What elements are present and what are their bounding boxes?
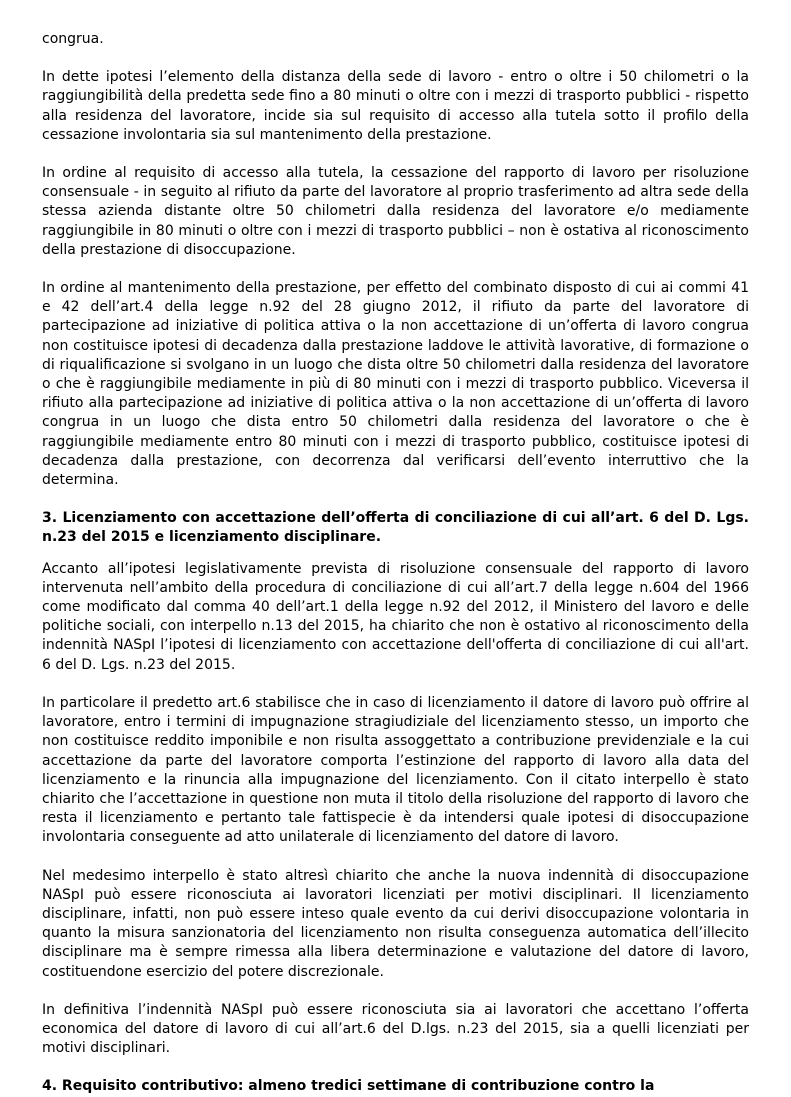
- paragraph-congrua: congrua.: [42, 31, 104, 47]
- paragraph-disciplinare: Nel medesimo interpello è stato altresì chiarito che anche la nuova indennità di disoccupazione NASpI può essere riconosciuta ai lavoratori licenziati per motivi disciplinari. Il licenziamento disciplinare, infatti, non può essere inteso quale evento da cui derivi disoccupazione volontaria in quanto la misura sanzionatoria del licenziamento non risulta conseguenza automatica dell’illecito disciplinare ma è sempre rimessa alla libera determinazione e valutazione del datore di lavoro, costituendone esercizio del potere discrezionale.: [42, 867, 749, 980]
- paragraph-definitiva: In definitiva l’indennità NASpI può essere riconosciuta sia ai lavoratori che accettano l’offerta economica del datore di lavoro di cui all’art.6 del D.lgs. n.23 del 2015, sia a quelli licenziati per motivi disciplinari.: [42, 1001, 749, 1057]
- paragraph-mantenimento: In ordine al mantenimento della prestazione, per effetto del combinato disposto di cui ai commi 41 e 42 dell’art.4 della legge n.92 del 28 giugno 2012, il rifiuto da parte del lavoratore di partecipazione ad iniziative di politica attiva o la non accettazione di un’offerta di lavoro congrua non costituisce ipotesi di decadenza dalla prestazione laddove le attività lavorative, di formazione o di riqualificazione si svolgano in un luogo che dista oltre 50 chilometri dalla residenza del lavoratore o che è raggiungibile mediamente in più di 80 minuti con i mezzi di trasporto pubblico. Viceversa il rifiuto alla partecipazione ad iniziative di politica attiva o la non accettazione di un’offerta di lavoro congrua in un luogo che dista entro 50 chilometri dalla residenza del lavoratore o che è raggiungibile mediamente entro 80 minuti con i mezzi di trasporto pubblico, costituisce ipotesi di decadenza dalla prestazione, con decorrenza dal verificarsi dell’evento interruttivo che la determina.: [42, 280, 749, 489]
- section-heading-3: 3. Licenziamento con accettazione dell’offerta di conciliazione di cui all’art. 6 del D. Lgs. n.23 del 2015 e licenziamento disciplinare.: [42, 510, 749, 546]
- paragraph-accanto: Accanto all’ipotesi legislativamente prevista di risoluzione consensuale del rapporto di lavoro intervenuta nell’ambito della procedura di conciliazione di cui all’art.7 della legge n.604 del 1966 come modificato dal comma 40 dell’art.1 della legge n.92 del 2012, il Ministero del lavoro e delle politiche sociali, con interpello n.13 del 2015, ha chiarito che non è ostativo al riconoscimento della indennità NASpI l’ipotesi di licenziamento con accettazione dell'offerta di conciliazione di cui all'art. 6 del D. Lgs. n.23 del 2015.: [42, 560, 749, 673]
- paragraph-art6: In particolare il predetto art.6 stabilisce che in caso di licenziamento il datore di lavoro può offrire al lavoratore, entro i termini di impugnazione stragiudiziale del licenziamento stesso, un importo che non costituisce reddito imponibile e non risulta assoggettato a contribuzione previdenziale e la cui accettazione da parte del lavoratore comporta l’estinzione del rapporto di lavoro alla data del licenziamento e la rinuncia alla impugnazione del licenziamento. Con il citato interpello è stato chiarito che l’accettazione in questione non muta il titolo della risoluzione del rapporto di lavoro che resta il licenziamento e pertanto tale fattispecie è da intendersi quale ipotesi di disoccupazione involontaria conseguente ad atto unilaterale di licenziamento del datore di lavoro.: [42, 694, 749, 846]
- paragraph-accesso-tutela: In ordine al requisito di accesso alla tutela, la cessazione del rapporto di lavoro per risoluzione consensuale - in seguito al rifiuto da parte del lavoratore al proprio trasferimento ad altra sede della stessa azienda distante oltre 50 chilometri dalla residenza del lavoratore e/o mediamente raggiungibile in 80 minuti o oltre con i mezzi di trasporto pubblici – non è ostativa al riconoscimento della prestazione di disoccupazione.: [42, 165, 749, 258]
- section-heading-4: 4. Requisito contributivo: almeno tredici settimane di contribuzione contro la: [42, 1078, 655, 1095]
- paragraph-distanza: In dette ipotesi l’elemento della distanza della sede di lavoro - entro o oltre i 50 chilometri o la raggiungibilità della predetta sede fino a 80 minuti o oltre con i mezzi di trasporto pubblici - rispetto alla residenza del lavoratore, incide sia sul requisito di accesso alla tutela sotto il profilo della cessazione involontaria sia sul mantenimento della prestazione.: [42, 69, 749, 143]
